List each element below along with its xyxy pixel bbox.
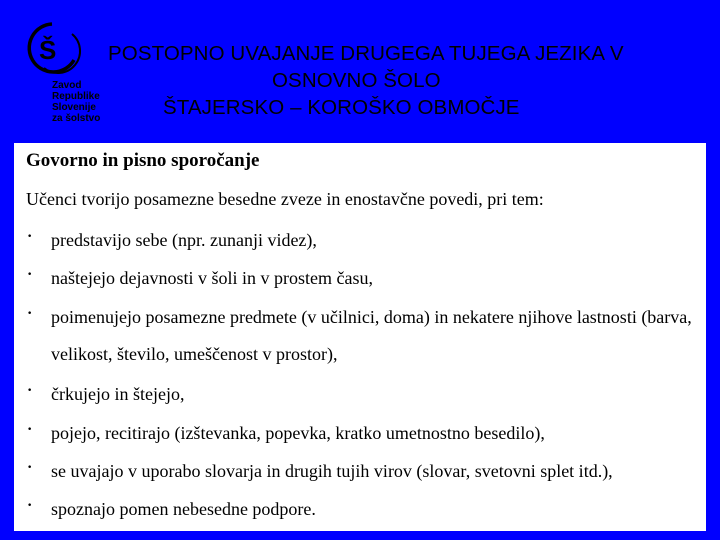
- list-item-text: se uvajajo v uporabo slovarja in drugih tujih virov (slovar, svetovni splet itd.),: [51, 461, 613, 481]
- logo-text-line: Slovenije: [52, 102, 96, 113]
- section-heading: Govorno in pisno sporočanje: [26, 150, 260, 171]
- title-line: POSTOPNO UVAJANJE DRUGEGA TUJEGA JEZIKA V: [108, 42, 624, 65]
- bullet-icon: ·: [27, 382, 33, 399]
- list-item-text: naštejejo dejavnosti v šoli in v prostem času,: [51, 268, 373, 288]
- bullet-icon: ·: [27, 459, 33, 476]
- logo-text-line: za šolstvo: [52, 113, 101, 124]
- bullet-icon: ·: [27, 266, 33, 283]
- list-item-text: pojejo, recitirajo (izštevanka, popevka, kratko umetnostno besedilo),: [51, 423, 545, 443]
- zrss-logo: [22, 18, 122, 128]
- list-item-text: spoznajo pomen nebesedne podpore.: [51, 499, 316, 519]
- zrss-logo-icon: [22, 18, 82, 82]
- title-line: OSNOVNO ŠOLO: [272, 69, 441, 92]
- bullet-icon: ·: [27, 497, 33, 514]
- list-item-text-continued: velikost, število, umeščenost v prostor),: [51, 344, 338, 364]
- list-item-text: črkujejo in štejejo,: [51, 384, 185, 404]
- content-panel: [14, 143, 706, 531]
- logo-text: [52, 80, 100, 124]
- list-item-text: predstavijo sebe (npr. zunanji videz),: [51, 230, 317, 250]
- bullet-icon: ·: [27, 305, 33, 322]
- logo-text-line: Republike: [52, 91, 100, 102]
- logo-text-line: Zavod: [52, 80, 82, 91]
- intro-text: Učenci tvorijo posamezne besedne zveze in enostavčne povedi, pri tem:: [26, 189, 544, 209]
- bullet-icon: ·: [27, 228, 33, 245]
- logo-letter: Š: [39, 35, 57, 65]
- list-item-text: poimenujejo posamezne predmete (v učilnici, doma) in nekatere njihove lastnosti (barva,: [51, 307, 692, 327]
- bullet-icon: ·: [27, 421, 33, 438]
- title-line: ŠTAJERSKO – KOROŠKO OBMOČJE: [163, 96, 520, 119]
